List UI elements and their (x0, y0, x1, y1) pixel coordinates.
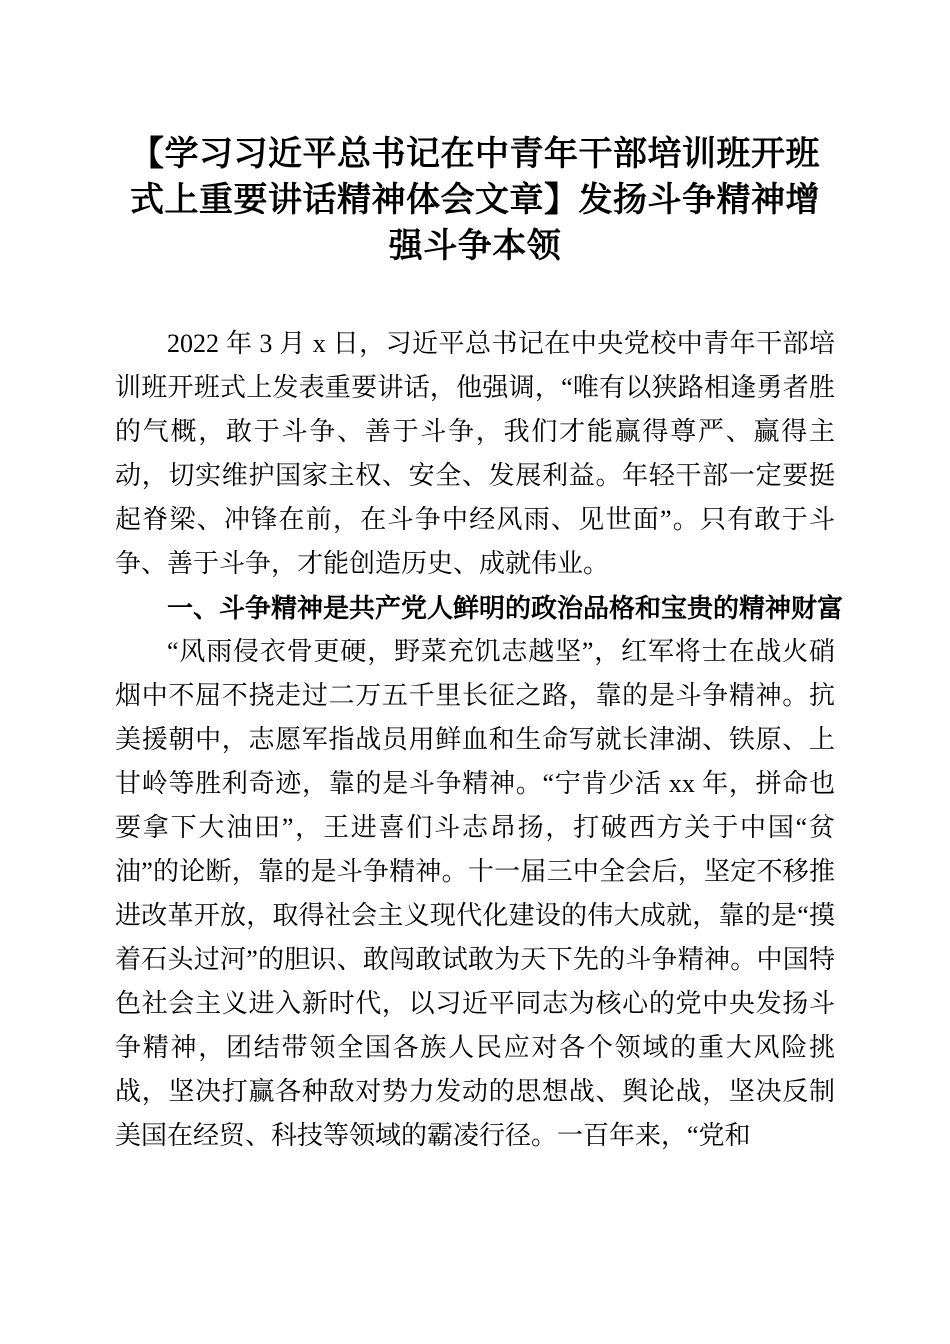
document-title: 【学习习近平总书记在中青年干部培训班开班式上重要讲话精神体会文章】发扬斗争精神增强斗争本领 (130, 136, 820, 265)
paragraph-intro: 2022 年 3 月 x 日，习近平总书记在中央党校中青年干部培训班开班式上发表重要讲话，他强调，“唯有以狭路相逢勇者胜的气概，敢于斗争、善于斗争，我们才能赢得尊严、赢得主动，切实维护国家主权、安全、发展利益。年轻干部一定要挺起脊梁、冲锋在前，在斗争中经风雨、见世面”。只有敢于斗争、善于斗争，才能创造历史、成就伟业。 (115, 329, 835, 578)
paragraph-section-1: “风雨侵衣骨更硬，野菜充饥志越坚”，红军将士在战火硝烟中不屈不挠走过二万五千里长征之路，靠的是斗争精神。抗美援朝中，志愿军指战员用鲜血和生命写就长津湖、铁原、上甘岭等胜利奇迹，靠的是斗争精神。“宁肯少活 xx 年，拼命也要拿下大油田”，王进喜们斗志昂扬，打破西方关于中国“贫油”的论断，靠的是斗争精神。十一届三中全会后，坚定不移推进改革开放，取得社会主义现代化建设的伟大成就，靠的是“摸着石头过河”的胆识、敢闯敢试敢为天下先的斗争精神。中国特色社会主义进入新时代，以习近平同志为核心的党中央发扬斗争精神，团结带领全国各族人民应对各个领域的重大风险挑战，坚决打赢各种敌对势力发动的思想战、舆论战，坚决反制美国在经贸、科技等领域的霸凌行径。一百年来，“党和 (115, 637, 835, 1150)
section-heading-1: 一、斗争精神是共产党人鲜明的政治品格和宝贵的精神财富 (167, 593, 844, 623)
document-body (115, 322, 844, 1158)
